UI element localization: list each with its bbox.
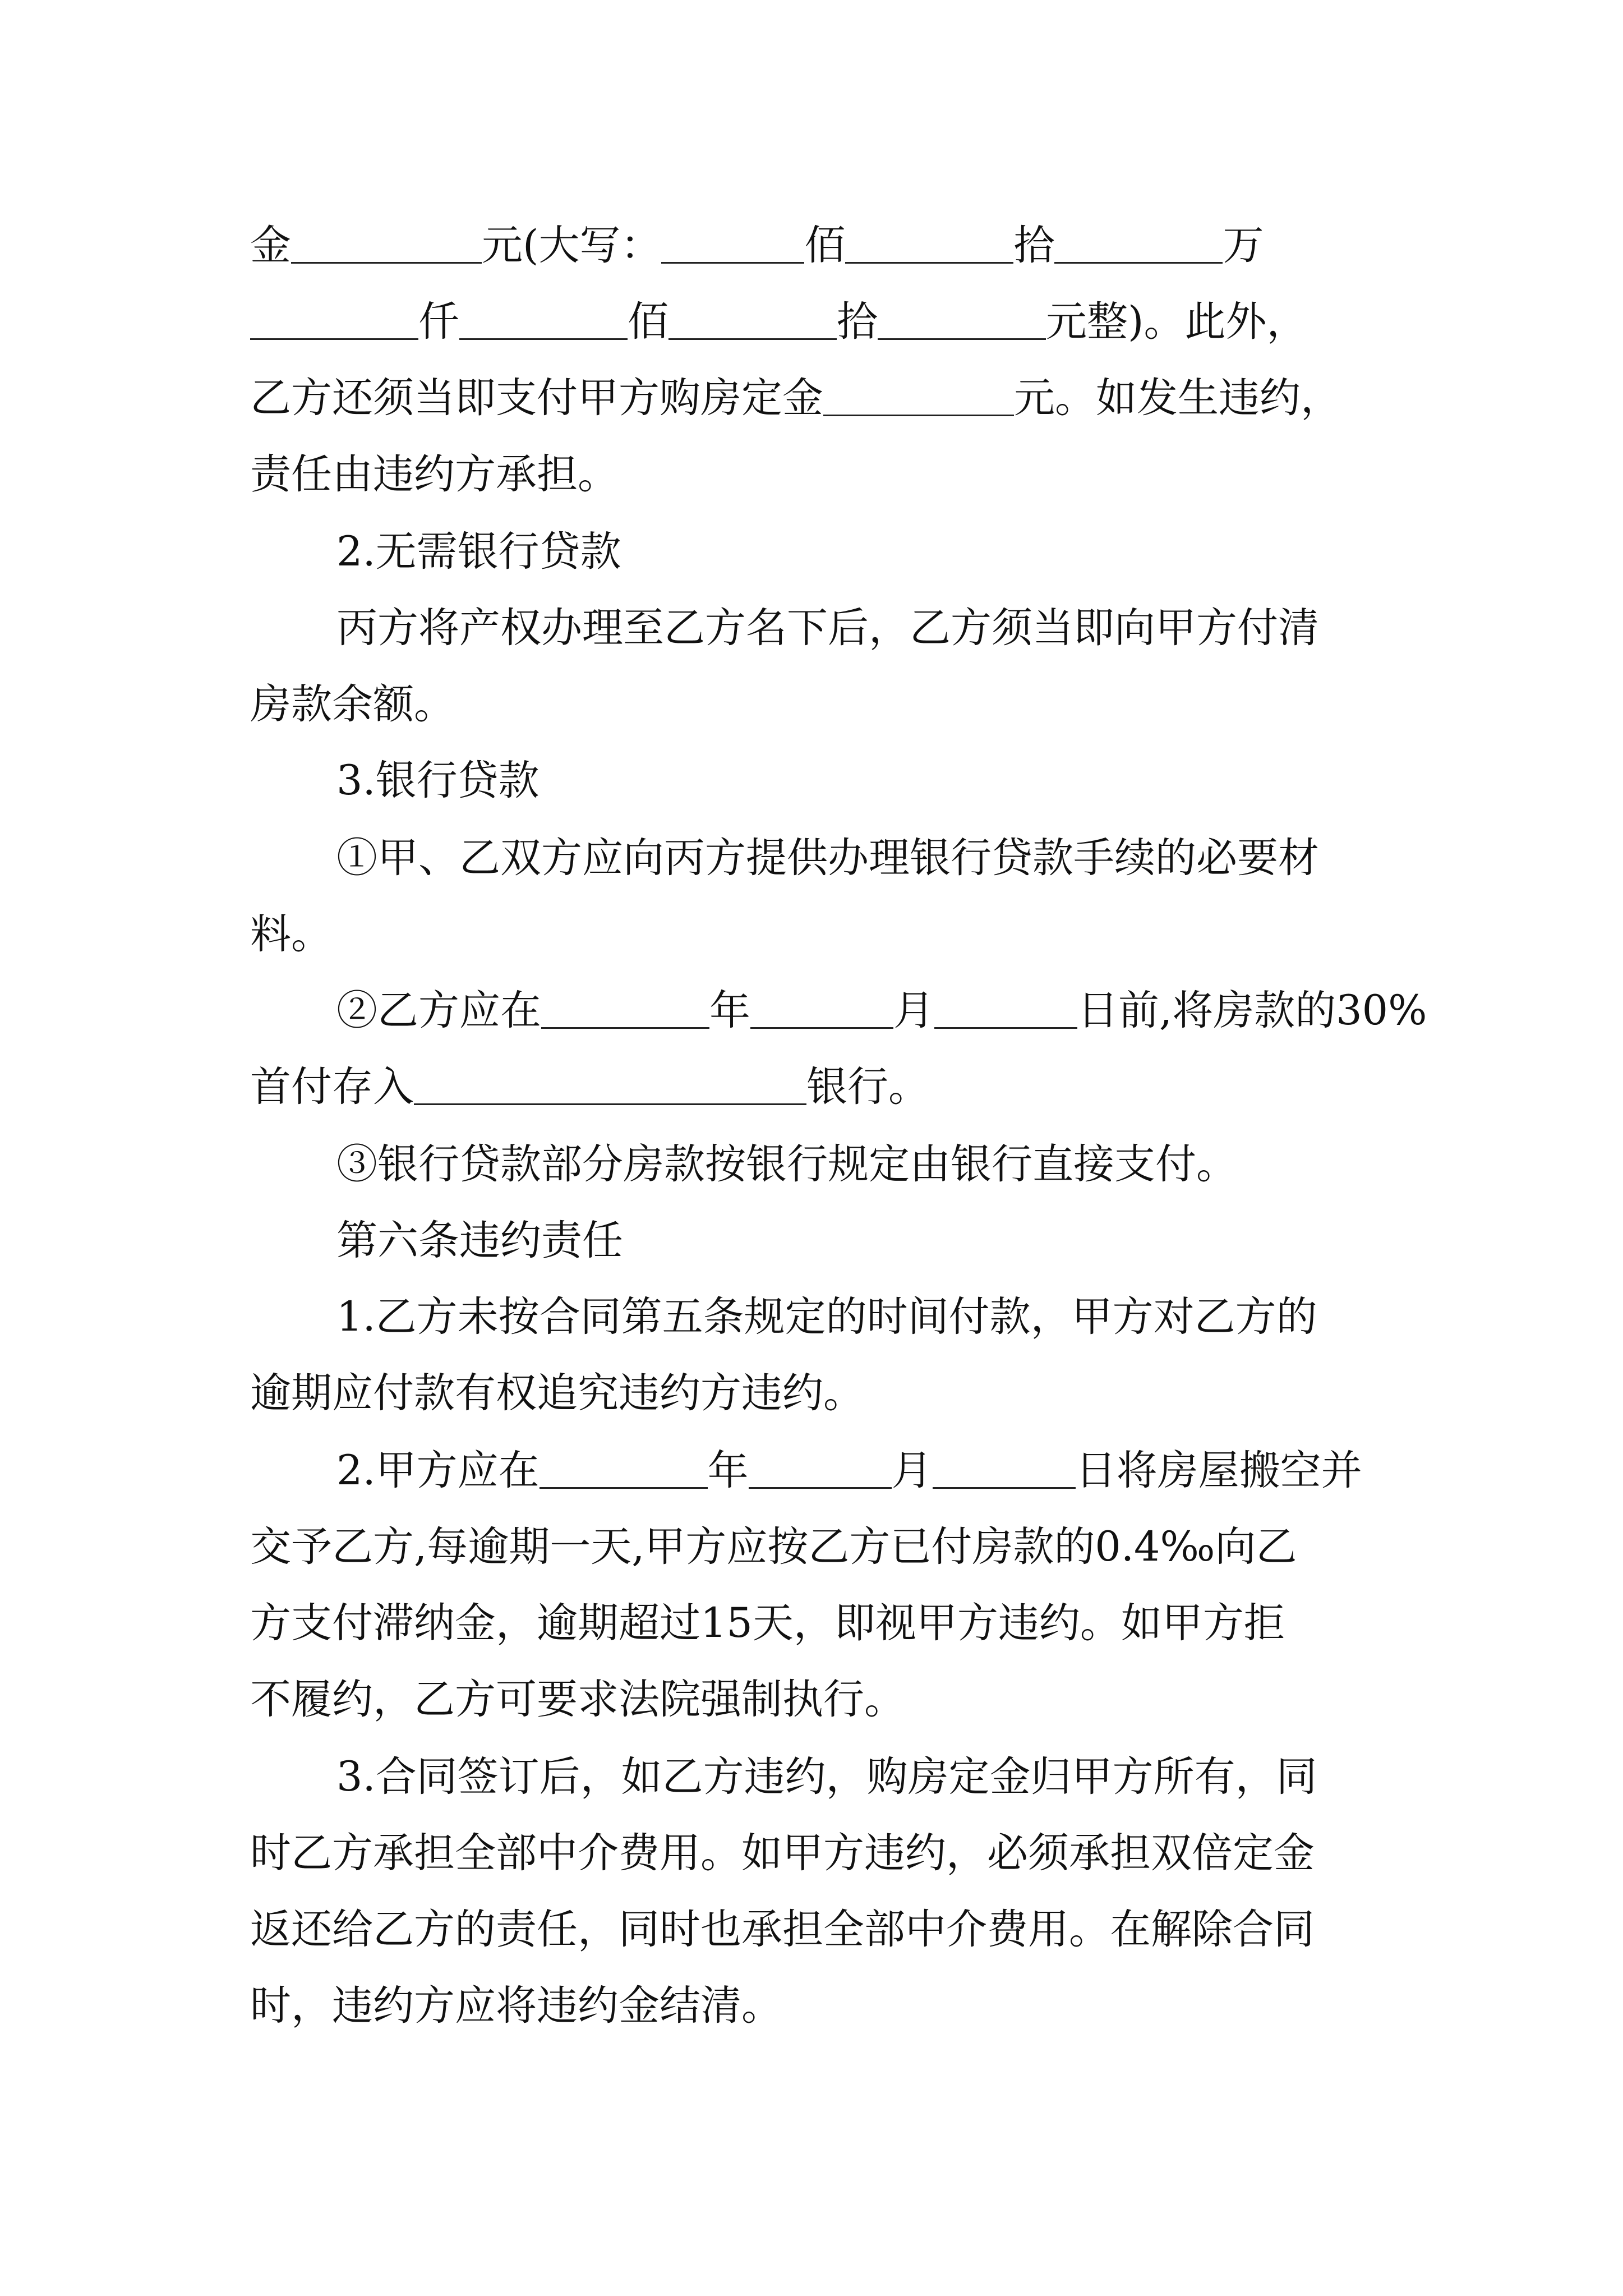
fill-in-blank [668,299,837,340]
fill-in-blank [933,1448,1076,1489]
fill-in-blank [878,299,1046,340]
text-segment: 佰 [804,222,846,269]
section-heading: 2.无需银行贷款 [336,528,621,576]
text-line: ③银行贷款部分房款按银行规定由银行直接支付。 [336,1140,1237,1188]
text-segment: 日将房屋搬空并 [1075,1447,1362,1494]
fill-in-blank [291,223,482,264]
text-line: 时乙方承担全部中介费用。如甲方违约，必须承担双倍定金 [250,1829,1315,1877]
text-line: 丙方将产权办理至乙方名下后，乙方须当即向甲方付清 [336,604,1319,652]
text-segment: 月 [893,987,934,1034]
text-segment: 日前,将房款的30% [1077,987,1427,1034]
text-line: 1.乙方未按合同第五条规定的时间付款，甲方对乙方的 [336,1293,1317,1341]
text-line: 时，违约方应将违约金结清。 [250,1982,782,2030]
text-line: 3.合同签订后，如乙方违约，购房定金归甲方所有，同 [336,1753,1317,1801]
fill-in-blank [459,299,628,340]
fill-in-blank [540,1448,708,1489]
text-line: ①甲、乙双方应向丙方提供办理银行贷款手续的必要材 [336,834,1319,882]
text-segment: 拾 [837,298,878,346]
text-line: 不履约，乙方可要求法院强制执行。 [250,1676,905,1723]
text-segment: 月 [891,1447,933,1494]
text-line [336,1433,1405,1509]
fill-in-blank [845,223,1013,264]
fill-in-blank [541,988,709,1029]
text-line: 料。 [250,910,332,958]
text-line [250,284,1405,360]
text-segment: 元(大写： [482,222,662,269]
text-line [250,1049,1405,1125]
article-heading: 第六条违约责任 [336,1217,623,1264]
text-line [336,973,1427,1049]
text-line: 责任由违约方承担。 [250,450,619,498]
fill-in-blank [934,988,1077,1029]
text-segment: 元。如发生违约， [1014,374,1341,422]
text-line: 方支付滞纳金，逾期超过15天，即视甲方违约。如甲方拒 [250,1599,1285,1647]
text-line [250,208,1405,284]
text-line: 交予乙方,每逾期一天,甲方应按乙方已付房款的0.4‰向乙 [250,1523,1297,1571]
text-segment: 拾 [1013,222,1055,269]
text-segment: 乙方还须当即支付甲方购房定金 [250,374,823,422]
text-segment: 年 [709,987,750,1034]
text-line: 返还给乙方的责任，同时也承担全部中介费用。在解除合同 [250,1906,1315,1953]
text-segment: 佰 [628,298,668,346]
text-line: 逾期应付款有权追究违约方违约。 [250,1369,864,1417]
text-segment: 金 [250,222,291,269]
text-segment: 年 [707,1447,749,1494]
fill-in-blank [414,1064,806,1105]
fill-in-blank [250,299,418,340]
text-segment: 元整)。此外， [1046,298,1308,346]
fill-in-blank [1054,223,1223,264]
fill-in-blank [749,1448,892,1489]
text-segment: 万 [1223,222,1264,269]
fill-in-blank [750,988,893,1029]
section-heading: 3.银行贷款 [336,757,540,804]
text-segment: 银行。 [806,1063,929,1111]
fill-in-blank [661,223,804,264]
fill-in-blank [823,375,1014,416]
text-segment: 首付存入 [250,1063,414,1111]
text-segment: 2.甲方应在 [336,1447,540,1494]
text-line: 房款余额。 [250,680,455,728]
text-line [250,360,1405,436]
text-segment: ②乙方应在 [336,987,541,1034]
text-segment: 仟 [418,298,459,346]
